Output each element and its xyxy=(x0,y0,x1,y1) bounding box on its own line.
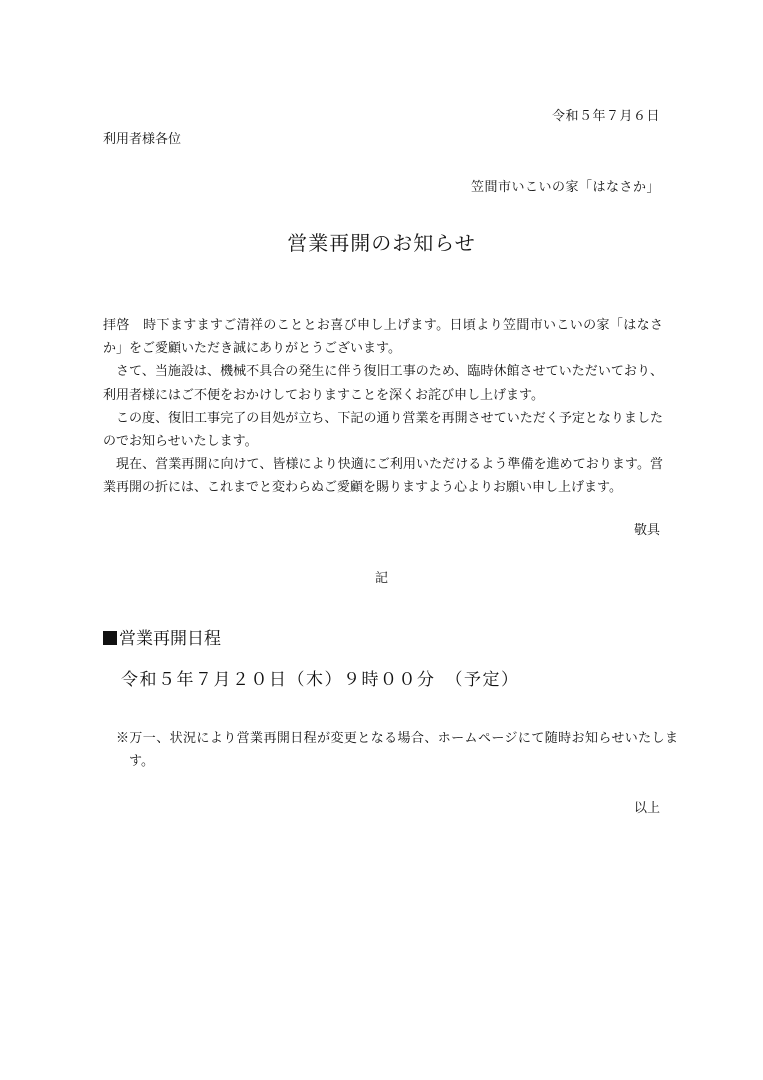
reopening-schedule: 令和５年７月２０日（木）９時００分 （予定） xyxy=(121,670,520,690)
paragraph-closure: さて、当施設は、機械不具合の発生に伴う復旧工事のため、臨時休館させていただいており、利用者様にはご不便をおかけしておりますことを深くお詫び申し上げます。 xyxy=(103,364,663,403)
page-title: 営業再開のお知らせ xyxy=(287,231,476,255)
ki-marker: 記 xyxy=(374,571,388,586)
closing-keigu: 敬具 xyxy=(633,523,660,538)
black-square-icon xyxy=(103,631,117,645)
sender: 笠間市いこいの家「はなさか」 xyxy=(470,180,660,195)
paragraph-preparation: 現在、営業再開に向けて、皆様により快適にご利用いただけるよう準備を進めております。営業再開の折には、これまでと変わらぬご愛顧を賜りますよう心よりお願い申し上げます。 xyxy=(103,457,663,496)
document-date: 令和５年７月６日 xyxy=(551,109,660,124)
letter-body xyxy=(103,314,663,500)
paragraph-greeting: 拝啓 時下ますますご清祥のこととお喜び申し上げます。日頃より笠間市いこいの家「はなさか」をご愛顧いただき誠にありがとうございます。 xyxy=(103,318,663,357)
paragraph-reopening: この度、復旧工事完了の目処が立ち、下記の通り営業を再開させていただく予定となりましたのでお知らせいたします。 xyxy=(103,410,663,450)
end-mark: 以上 xyxy=(633,801,660,816)
addressee: 利用者様各位 xyxy=(103,132,182,147)
section-heading xyxy=(103,624,221,649)
schedule-note: ※万一、状況により営業再開日程が変更となる場合、ホームページにて随時お知らせいたします。 xyxy=(116,731,678,769)
section-heading-text: 営業再開日程 xyxy=(119,629,221,649)
